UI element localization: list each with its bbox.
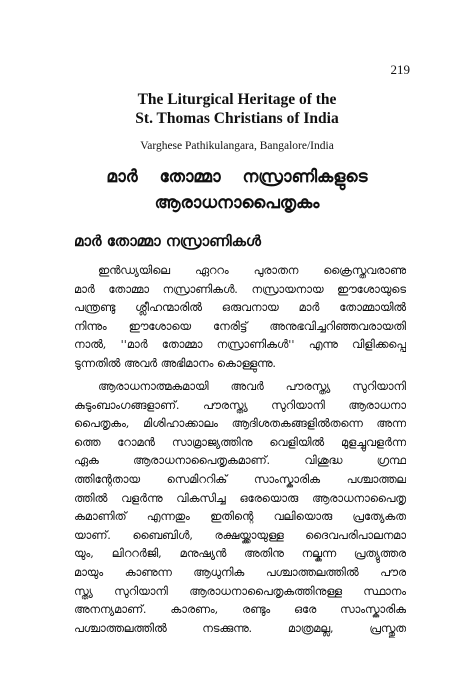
page-number: 219 (390, 62, 410, 77)
paragraph-line: ടുന്നതിൽ അവർ അഭിമാനം കൊള്ളുന്നു. (74, 356, 277, 370)
paragraph-line: ഏക ആരാധനാപൈതൃകമാണ്. വിശുദ്ധ ഗ്രന്ഥ (74, 454, 406, 468)
paragraph-1 (74, 262, 406, 374)
paragraph-line: ത്തിൽ വളർന്നു വികസിച്ച ഒരേയൊരു ആരാധനാപൈതൃ (74, 491, 406, 505)
author-byline: Varghese Pathikulangara, Bangalore/India (140, 140, 334, 152)
paragraph-line: മായും കാണുന്ന ആധുനിക പശ്ചാത്തലത്തിൽ പൗര (74, 565, 406, 579)
malayalam-title-line-2: ആരാധനാപൈതൃകം (154, 193, 320, 213)
paragraph-line: യും, ലിററർജി, മനുഷ്യൻ അതിനു നല്കുന്ന പ്രത്യുത്തര (74, 547, 406, 561)
english-title-line-1: The Liturgical Heritage of the (137, 91, 337, 108)
paragraph-line: അനന്യമാണ്. കാരണം, രണ്ടും ഒരേ സാംസ്കാരിക (74, 603, 406, 617)
paragraph-line: ത്തിന്റേതായ സെമിററിക് സാംസ്കാരിക പശ്ചാത്തല (74, 472, 406, 486)
paragraph-line: ഇൻഡ്യയിലെ ഏററം പുരാതന ക്രൈസ്തവരാണു (98, 264, 406, 277)
paragraph-line: നിന്നും ഈശോയെ നേരിട്ട് അനുഭവിച്ചറിഞ്ഞവരായതി (74, 319, 406, 333)
paragraph-line: ത്തെ റോമൻ സാമ്രാജ്യത്തിനു വെളിയിൽ മുളച്ചുവളർന്ന (74, 435, 406, 449)
paragraph-line: മാർ തോമ്മാ നസ്രാണികൾ. നസ്രായനായ ഈശോയുടെ (74, 282, 406, 296)
paragraph-line: പൈതൃകം, മിശിഹാക്കാലം ആദിശതകങ്ങളിൽതന്നെ അന്ന (74, 417, 406, 431)
english-title (40, 90, 434, 128)
paragraph-line: കമാണിത് എന്നതും ഇതിന്റെ വലിയൊരു പ്രത്യേകത (74, 510, 406, 524)
malayalam-title (40, 164, 434, 216)
english-title-line-2: St. Thomas Christians of India (135, 110, 339, 127)
paragraph-line: നാൽ, ''മാർ തോമ്മാ നസ്രാണികൾ'' എന്നു വിളിക്കപ്പെ (74, 338, 406, 352)
malayalam-title-line-1: മാർ തോമ്മാ നസ്രാണികളുടെ (106, 167, 368, 187)
paragraph-2 (74, 378, 406, 638)
paragraph-line: ആരാധനാത്മകമായി അവർ പൗരസ്ത്യ സുറിയാനി (98, 380, 406, 393)
paragraph-line: സ്ത്യ സുറിയാനി ആരാധനാപൈതൃകത്തിനുള്ള സ്ഥാനം (74, 584, 406, 598)
paragraph-line: കുടുംബാംഗങ്ങളാണ്. പൗരസ്ത്യ സുറിയാനി ആരാധനാ (74, 398, 406, 412)
paragraph-line: പന്ത്രണ്ടു ശ്ലീഹന്മാരിൽ ഒരുവനായ മാർ തോമ്മായിൽ (74, 301, 406, 315)
paragraph-line: യാണ്. ബൈബിൾ, രക്ഷയ്ക്കായുള്ള ദൈവപരിപാലനമാ (74, 528, 406, 542)
paragraph-line: പശ്ചാത്തലത്തിൽ നടക്കുന്നു. മാത്രമല്ല, പ്രസ്തുത (74, 621, 406, 635)
section-heading: മാർ തോമ്മാ നസ്രാണികൾ (74, 232, 261, 250)
